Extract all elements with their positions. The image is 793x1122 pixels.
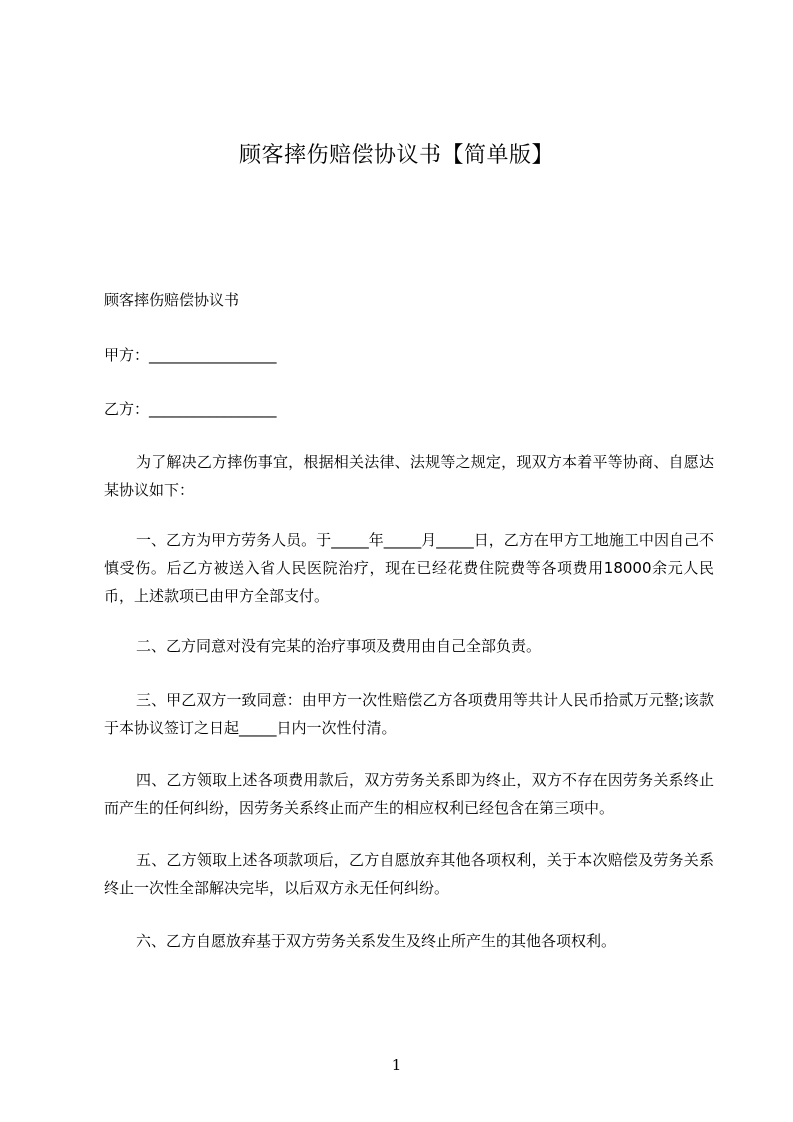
clause-2: 二、乙方同意对没有完某的治疗事项及费用由自己全部负责。 [136,637,542,655]
agreement-subtitle: 顾客摔伤赔偿协议书 [104,291,240,309]
page-number: 1 [391,1056,402,1074]
clause-6: 六、乙方自愿放弃基于双方劳务关系发生及终止所产生的其他各项权利。 [136,932,617,950]
clause-5: 五、乙方领取上述各项款项后，乙方自愿放弃其他各项权利，关于本次赔偿及劳务关系终止一次性全部解决完毕，以后双方永无任何纠纷。 [104,851,714,897]
intro-paragraph: 为了解决乙方摔伤事宜，根据相关法律、法规等之规定，现双方本着平等协商、自愿达某协议如下： [104,453,714,499]
clause-3: 三、甲乙双方一致同意：由甲方一次性赔偿乙方各项费用等共计人民币拾贰万元整;该款于本协议签订之日起_____日内一次性付清。 [104,691,714,737]
party-a-line: 甲方：_________________ [104,346,277,364]
clause-1: 一、乙方为甲方劳务人员。于_____年_____月_____日，乙方在甲方工地施工中因自己不慎受伤。后乙方被送入省人民医院治疗，现在已经花费住院费等各项费用18000余元人民币，上述款项已由甲方全部支付。 [104,531,714,605]
clause-4: 四、乙方领取上述各项费用款后，双方劳务关系即为终止，双方不存在因劳务关系终止而产生的任何纠纷，因劳务关系终止而产生的相应权利已经包含在第三项中。 [104,771,714,817]
document-title: 顾客摔伤赔偿协议书【简单版】 [238,143,554,168]
party-b-line: 乙方：_________________ [104,400,277,418]
